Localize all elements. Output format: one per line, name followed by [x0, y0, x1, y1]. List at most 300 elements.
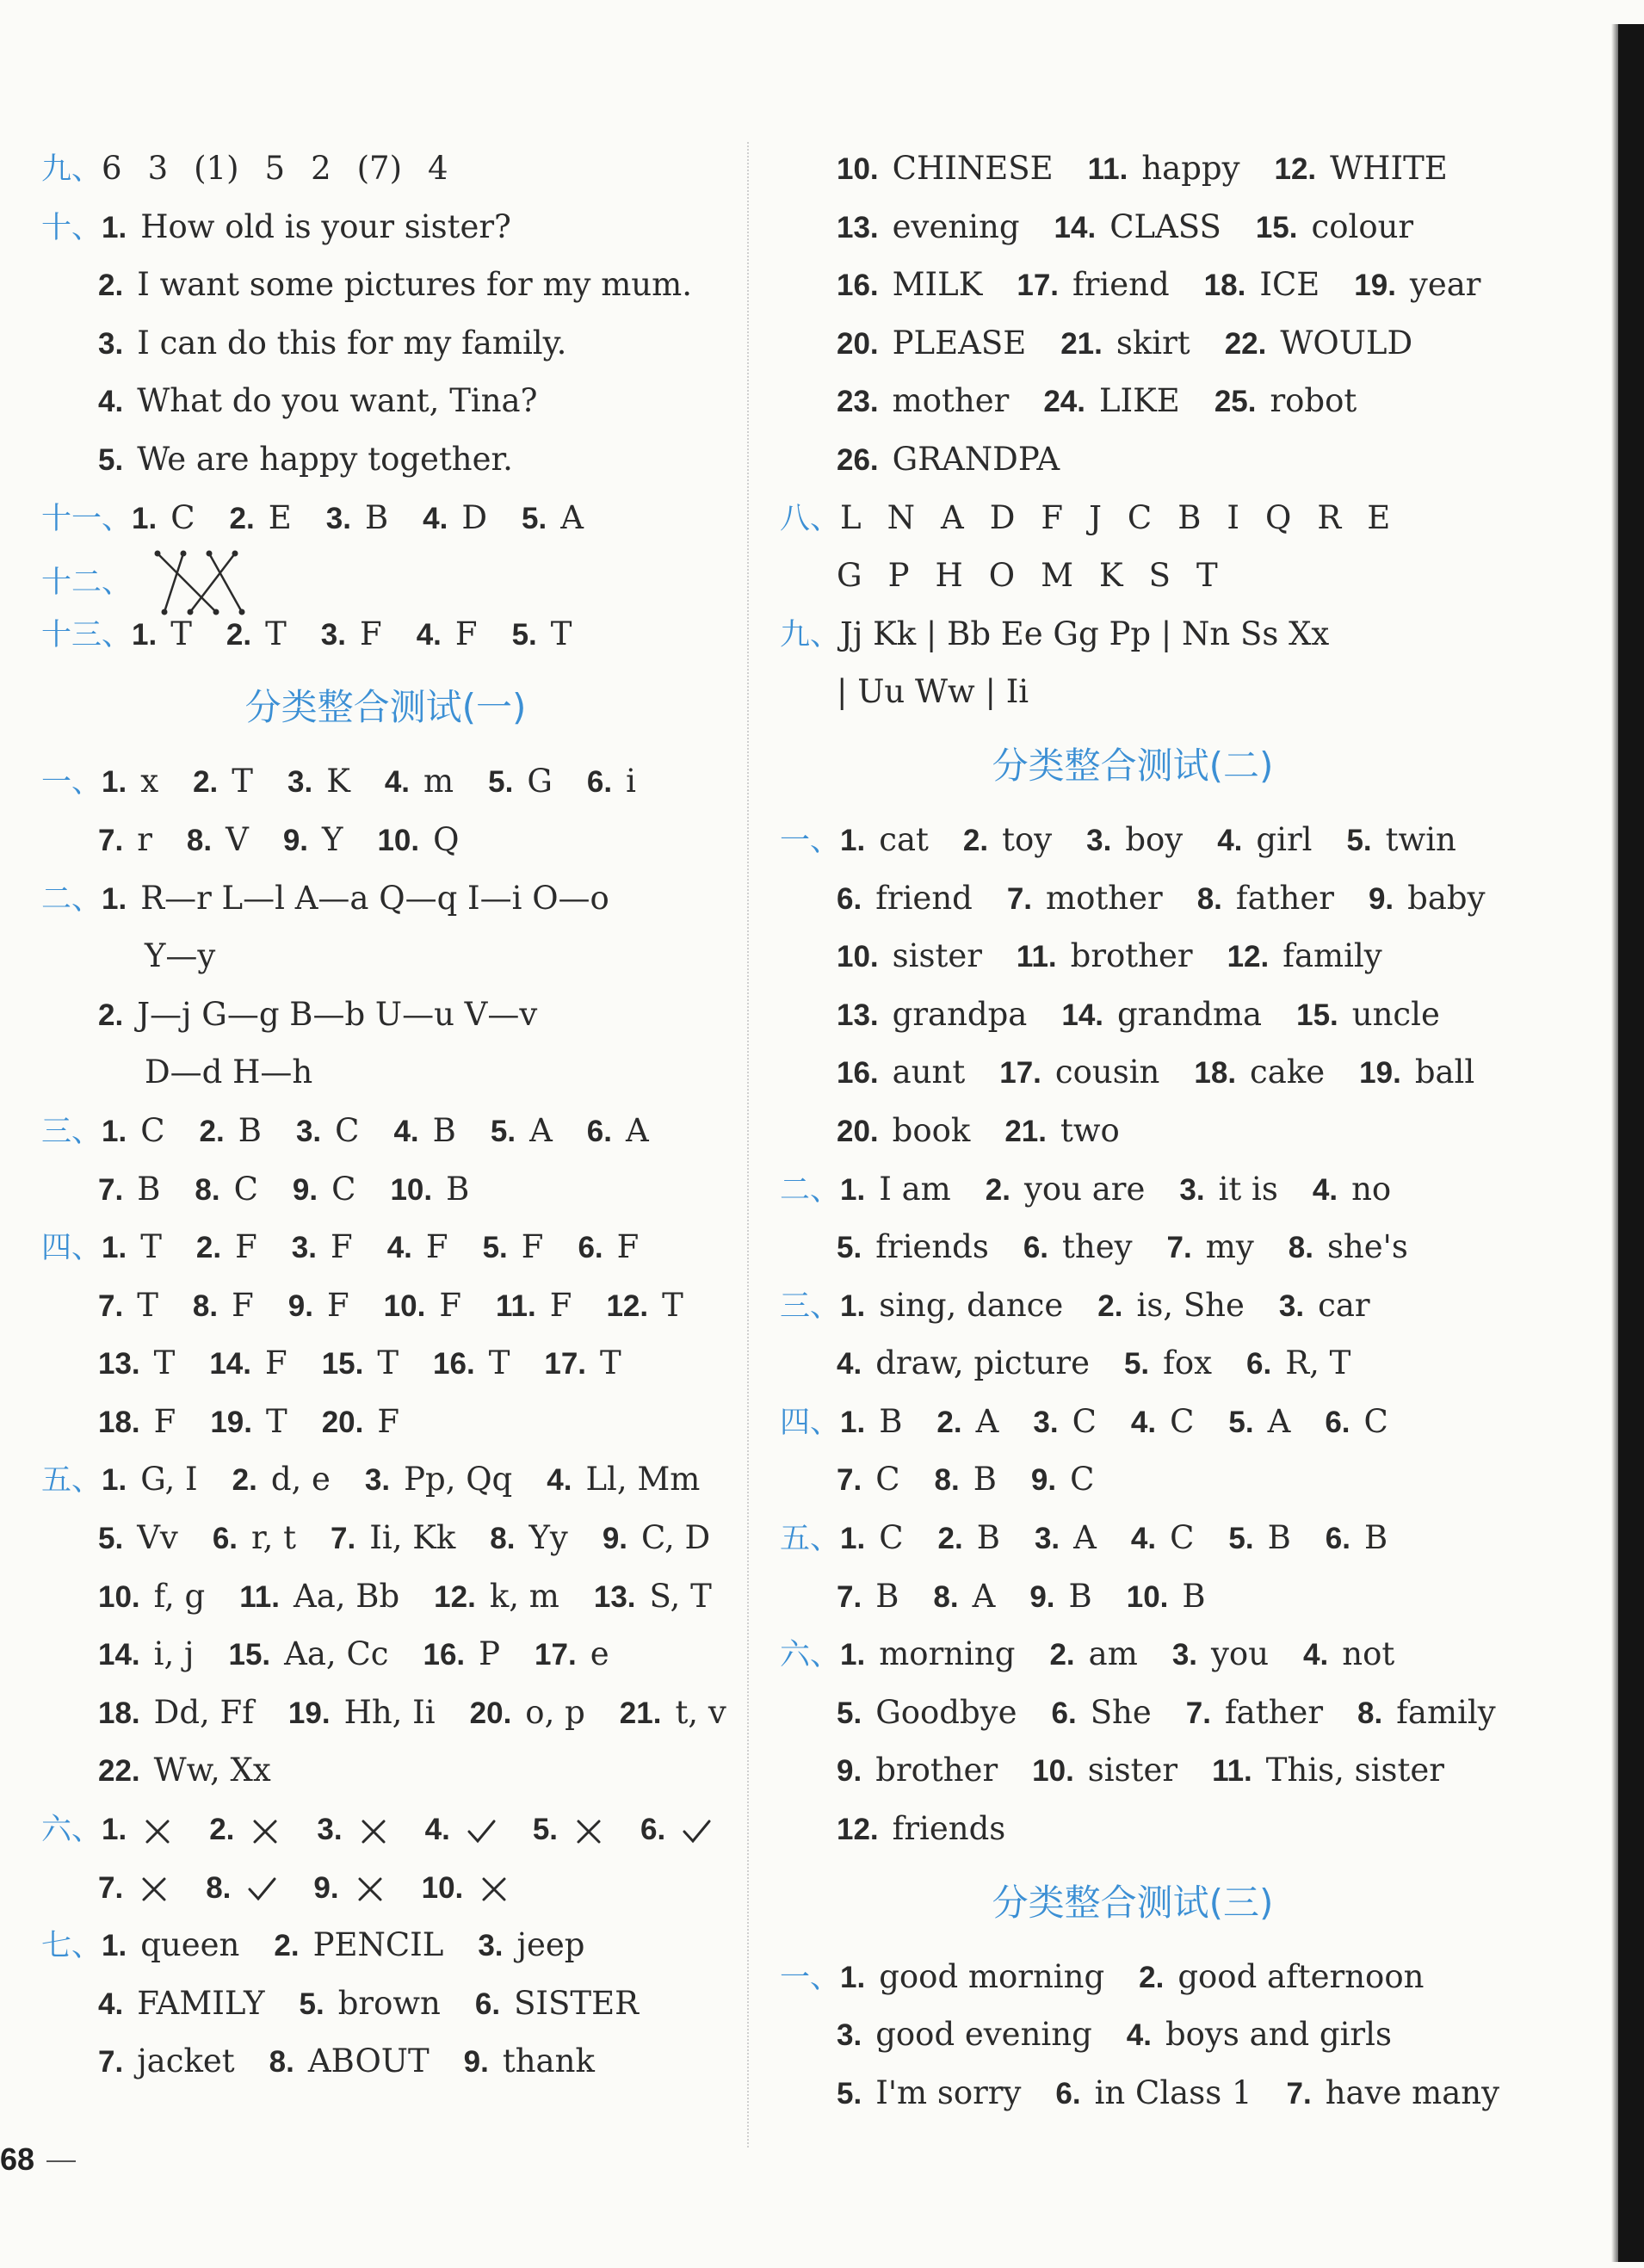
answer-text: I can do this for my family. [137, 324, 567, 362]
answer-line [780, 1450, 1486, 1509]
answer-item [390, 1160, 469, 1220]
question-number: 23. [837, 385, 879, 419]
answer-letter: Q [1265, 498, 1292, 536]
question-number: 1. [840, 1405, 866, 1439]
question-number: 4. [393, 1114, 419, 1148]
answer-text: P [479, 1635, 501, 1673]
answer-item [1275, 139, 1448, 199]
answer-text: Ll, Mm [585, 1461, 701, 1499]
answer-item [837, 1450, 900, 1510]
question-number: 4. [1126, 2018, 1152, 2053]
answer-line [41, 869, 730, 928]
question-number: 8. [186, 823, 213, 857]
answer-item [1051, 1684, 1151, 1743]
answer-text: m [423, 763, 454, 800]
question-number: 15. [321, 1347, 364, 1381]
answer-item [1139, 1948, 1424, 2007]
answer-item [434, 1567, 559, 1627]
answer-letter: P [887, 557, 910, 595]
answer-text: cat [879, 820, 929, 858]
answer-text: CHINESE [892, 150, 1054, 187]
answer-text: o, p [525, 1693, 585, 1731]
answer-text: you [1211, 1635, 1270, 1673]
question-number: 2. [1139, 1960, 1165, 1994]
answer-item [102, 198, 511, 257]
check-mark-icon [244, 1872, 279, 1906]
question-number: 5. [837, 2076, 862, 2110]
section-number: 七、 [41, 1929, 102, 1964]
answer-line [41, 1858, 730, 1917]
question-number: 14. [1061, 998, 1104, 1032]
answer-item [206, 1858, 279, 1918]
answer-line [41, 1102, 730, 1160]
answer-item [300, 1974, 441, 2034]
answer-text: A [560, 498, 584, 536]
answer-line [780, 605, 1486, 664]
question-number: 2. [193, 765, 219, 800]
answer-text: x [140, 763, 159, 800]
answer-text: it is [1218, 1170, 1278, 1208]
answer-item [935, 1450, 997, 1510]
answer-item [322, 1393, 399, 1452]
answer-line [41, 1160, 730, 1219]
answer-item [1225, 314, 1412, 374]
question-number: 1. [132, 501, 158, 535]
answer-text: F [439, 1286, 462, 1324]
question-number: 4. [1130, 1522, 1157, 1556]
question-number: 7. [1166, 1231, 1192, 1265]
answer-text: G [527, 763, 553, 800]
question-number: 3. [320, 617, 346, 652]
answer-letter: T [1196, 557, 1218, 595]
answer-line [41, 1916, 730, 1974]
answer-text: F [616, 1228, 640, 1266]
answer-item [837, 1741, 998, 1801]
answer-text: This, sister [1265, 1752, 1444, 1789]
answer-item [840, 1625, 1015, 1684]
question-number: 21. [1060, 326, 1103, 361]
question-number: 6. [586, 765, 613, 800]
answer-item [288, 1684, 436, 1743]
cross-mark-icon [248, 1814, 282, 1849]
question-number: 10. [383, 1288, 426, 1323]
answer-text: brown [337, 1984, 441, 2022]
question-number: 13. [593, 1579, 636, 1614]
answer-text: PENCIL [312, 1926, 444, 1964]
question-number: 1. [840, 1288, 866, 1323]
answer-item [433, 1334, 510, 1394]
question-number: 5. [482, 1231, 508, 1265]
section-title: 分类整合测试(一) [244, 686, 527, 729]
answer-text: boy [1125, 820, 1184, 858]
question-number: 12. [606, 1288, 649, 1323]
section-number: 二、 [780, 1172, 841, 1208]
answer-text: C [331, 1170, 356, 1208]
answer-line [41, 372, 730, 430]
answer-text: Ii, Kk [369, 1519, 456, 1557]
answer-text: F [521, 1228, 544, 1266]
question-number: 5. [522, 501, 547, 535]
question-number: 9. [1030, 1463, 1057, 1498]
answer-text: R, T [1285, 1344, 1351, 1382]
answer-text: I'm sorry [875, 2073, 1022, 2111]
answer-text: Hh, Ii [343, 1693, 436, 1731]
answer-text: T [265, 615, 287, 652]
answer-line [780, 1102, 1486, 1160]
question-number: 9. [1368, 881, 1394, 916]
answer-item [1326, 1509, 1388, 1568]
answer-item [209, 1800, 282, 1859]
answer-text: What do you want, Tina? [137, 382, 538, 420]
question-number: 15. [1296, 998, 1338, 1032]
answer-item [98, 1509, 178, 1568]
answer-item [837, 430, 1060, 490]
answer-text: ICE [1259, 266, 1320, 304]
answer-item [1017, 927, 1193, 986]
question-number: 10. [390, 1172, 433, 1207]
answer-item [193, 752, 253, 812]
question-number: 1. [102, 1813, 127, 1847]
section-number: 十一、 [41, 501, 133, 536]
answer-line [41, 198, 730, 256]
answer-item [606, 1276, 683, 1336]
question-number: 8. [1196, 881, 1222, 916]
question-number: 4. [1303, 1638, 1329, 1672]
question-number: 3. [1034, 1522, 1060, 1556]
question-number: 9. [837, 1754, 862, 1789]
answer-item [1214, 372, 1357, 431]
answer-text: baby [1407, 879, 1486, 917]
answer-line [41, 1741, 730, 1800]
answer-text: T [377, 1344, 399, 1382]
answer-text: C [170, 498, 195, 536]
answer-item [837, 927, 982, 986]
answer-item [837, 1334, 1090, 1394]
question-number: 12. [434, 1579, 476, 1614]
question-number: 15. [228, 1638, 271, 1672]
answer-letter: (1) [194, 150, 239, 187]
question-number: 25. [1214, 385, 1257, 419]
answer-letter: J [1089, 498, 1102, 536]
answer-text: have many [1325, 2073, 1500, 2111]
answer-line [780, 1509, 1486, 1567]
answer-item [1369, 869, 1486, 929]
answer-text: good evening [875, 2016, 1092, 2054]
question-number: 5. [511, 617, 537, 652]
answer-item [292, 1218, 353, 1277]
question-number: 8. [1357, 1696, 1383, 1730]
answer-item [102, 1450, 198, 1510]
answer-text: B [973, 1461, 997, 1499]
answer-text: T [662, 1286, 683, 1324]
answer-text: B [432, 1111, 456, 1149]
question-number: 6. [1246, 1347, 1272, 1381]
answer-item [228, 1625, 388, 1684]
answer-line [780, 1218, 1486, 1276]
answer-line [780, 1160, 1486, 1219]
answer-item [594, 1567, 712, 1627]
answer-item [1032, 1741, 1177, 1801]
answer-item [102, 869, 609, 929]
question-number: 17. [535, 1638, 577, 1672]
answer-line [780, 2005, 1486, 2064]
question-number: 2. [1097, 1288, 1123, 1323]
question-number: 3. [364, 1463, 391, 1498]
answer-text: C [879, 1519, 904, 1557]
question-number: 2. [232, 1463, 257, 1498]
question-number: 1. [102, 1114, 127, 1148]
page-number: 68 [0, 2141, 76, 2178]
answer-text: year [1409, 266, 1481, 304]
answer-item [1127, 1567, 1206, 1627]
question-number: 18. [1203, 269, 1246, 303]
answer-line [780, 1276, 1486, 1335]
answer-line [41, 430, 730, 489]
answer-item [470, 1684, 585, 1743]
question-number: 3. [1171, 1638, 1198, 1672]
answer-item [840, 1160, 951, 1220]
answer-line [780, 1948, 1486, 2006]
answer-item [1049, 1625, 1137, 1684]
answer-line [780, 1684, 1496, 1742]
answer-letter: B [1177, 498, 1202, 536]
question-number: 8. [195, 1172, 220, 1207]
answer-item [187, 811, 249, 870]
question-number: 8. [1288, 1231, 1313, 1265]
left-column [41, 139, 730, 2091]
question-number: 22. [98, 1754, 140, 1789]
answer-item [230, 489, 292, 548]
answer-text: T [600, 1344, 621, 1382]
question-number: 3. [1086, 823, 1112, 857]
answer-text: sister [1087, 1752, 1178, 1789]
answer-item [200, 1102, 262, 1161]
section-number: 一、 [41, 765, 102, 800]
answer-item [840, 1948, 1104, 2007]
question-number: 20. [469, 1696, 512, 1730]
answer-letter: G [837, 557, 862, 595]
question-number: 5. [837, 1696, 862, 1730]
answer-line [41, 1450, 730, 1509]
answer-text: B [137, 1170, 161, 1208]
answer-line [41, 1567, 730, 1626]
answer-item [98, 1334, 175, 1394]
check-mark-icon [464, 1814, 498, 1849]
answer-text: A [626, 1111, 649, 1149]
answer-line [41, 1334, 730, 1393]
answer-letter: R [1317, 498, 1342, 536]
question-number: 5. [299, 1987, 324, 2021]
answer-text: PLEASE [892, 324, 1027, 362]
question-number: 3. [1278, 1288, 1305, 1323]
answer-text: you are [1023, 1170, 1146, 1208]
answer-line [780, 430, 1486, 489]
answer-line [41, 1625, 730, 1684]
section-number: 十三、 [41, 617, 133, 652]
answer-item [1086, 811, 1183, 870]
question-number: 10. [837, 152, 879, 186]
answer-line [780, 1625, 1486, 1684]
question-number: 8. [490, 1522, 516, 1556]
answer-item [1354, 256, 1480, 315]
answer-text: k, m [489, 1577, 559, 1615]
answer-text: two [1060, 1111, 1120, 1149]
question-number: 5. [1123, 1347, 1150, 1381]
question-number: 16. [837, 269, 879, 303]
column-divider [747, 142, 749, 2147]
answer-item [317, 1800, 390, 1859]
answer-item [102, 1218, 162, 1277]
question-number: 11. [239, 1579, 280, 1614]
answer-text: MILK [892, 266, 983, 304]
cross-mark-icon [353, 1872, 387, 1906]
answer-text: friends [875, 1228, 989, 1266]
answer-text: brother [1070, 937, 1193, 975]
question-number: 3. [98, 326, 124, 361]
answer-item [1228, 1393, 1290, 1452]
right-column [780, 139, 1500, 2122]
answer-item [490, 1509, 568, 1568]
answer-line [41, 1218, 730, 1276]
answer-item [1313, 1160, 1391, 1220]
answer-text: draw, picture [875, 1344, 1090, 1382]
answer-line [780, 1393, 1486, 1451]
cross-mark-icon [137, 1872, 171, 1906]
answer-item [98, 314, 566, 374]
answer-line [780, 986, 1486, 1044]
question-number: 2. [226, 617, 252, 652]
answer-text: B [238, 1111, 262, 1149]
answer-item [331, 1509, 455, 1568]
answer-letter: M [1041, 557, 1073, 595]
question-number: 12. [1274, 152, 1317, 186]
answer-item [195, 1160, 258, 1220]
question-number: 4. [386, 1231, 412, 1265]
answer-line [41, 2032, 730, 2091]
answer-text: Dd, Ff [153, 1693, 254, 1731]
answer-text: robot [1270, 382, 1357, 420]
answer-item [387, 1218, 448, 1277]
answer-item [98, 1858, 171, 1918]
answer-text: thank [502, 2042, 595, 2080]
question-number: 1. [102, 210, 127, 244]
answer-line [41, 1043, 730, 1102]
answer-text: B [446, 1170, 470, 1208]
answer-text: not [1342, 1635, 1395, 1673]
answer-letter: 6 [102, 150, 122, 187]
answer-text: T [488, 1344, 510, 1382]
answer-text: LIKE [1098, 382, 1180, 420]
answer-line [780, 256, 1486, 314]
question-number: 8. [933, 1579, 959, 1614]
question-number: 1. [102, 1231, 127, 1265]
answer-item [512, 605, 572, 664]
answer-text: am [1088, 1635, 1138, 1673]
answer-item [963, 811, 1052, 870]
answer-text: T [170, 615, 192, 652]
answer-item [226, 605, 287, 664]
section-number: 十、 [41, 210, 102, 245]
question-number: 2. [199, 1114, 225, 1148]
answer-item [587, 752, 636, 812]
answer-text: book [892, 1111, 971, 1149]
answer-item [533, 1800, 606, 1859]
answer-text: cousin [1054, 1054, 1160, 1091]
answer-item [322, 1334, 399, 1394]
question-number: 9. [1029, 1579, 1055, 1614]
answer-item [385, 752, 454, 812]
answer-item [1227, 927, 1382, 986]
answer-text: Y—y [145, 937, 216, 975]
answer-item [578, 1218, 639, 1277]
answer-item [1055, 2064, 1252, 2123]
answer-item [837, 1043, 965, 1103]
question-number: 3. [287, 765, 313, 800]
question-number: 5. [532, 1813, 559, 1847]
answer-text: A [529, 1111, 553, 1149]
answer-text: CLASS [1109, 207, 1221, 245]
answer-item [1279, 1276, 1370, 1336]
answer-text: fox [1163, 1344, 1213, 1382]
answer-item [98, 256, 692, 315]
answer-item [210, 1393, 287, 1452]
answer-text: cake [1250, 1054, 1326, 1091]
section-number: 六、 [780, 1638, 841, 1673]
answer-text: family [1396, 1693, 1496, 1731]
answer-item [102, 752, 158, 812]
answer-item [1303, 1625, 1394, 1684]
answer-text: r [137, 820, 152, 858]
question-number: 2. [195, 1231, 222, 1265]
answer-item [313, 1858, 386, 1918]
answer-text: B [1068, 1577, 1092, 1615]
answer-text: B [1364, 1519, 1388, 1557]
answer-line [41, 605, 730, 664]
answer-text: A [975, 1402, 999, 1440]
answer-text: F [265, 1344, 287, 1382]
question-number: 1. [840, 1960, 866, 1994]
answer-text: T [153, 1344, 176, 1382]
answer-item [98, 1393, 176, 1452]
answer-line [780, 198, 1486, 256]
answer-text: i, j [153, 1635, 195, 1673]
answer-text: R—r L—l A—a Q—q I—i O—o [140, 879, 609, 917]
question-number: 2. [98, 269, 124, 303]
answer-item [239, 1567, 399, 1627]
answer-letter: S [1148, 557, 1171, 595]
answer-line [41, 986, 730, 1044]
answer-text: friends [892, 1810, 1006, 1848]
answer-item [544, 1334, 621, 1394]
answer-item [1172, 1625, 1269, 1684]
question-number: 7. [98, 1870, 124, 1905]
answer-text: sister [892, 937, 982, 975]
answer-item [98, 1160, 160, 1220]
answer-letter: N [887, 498, 915, 536]
answer-text: S, T [649, 1577, 712, 1615]
answer-text: uncle [1351, 995, 1440, 1033]
answer-item [1043, 372, 1180, 431]
answer-text: C [140, 1111, 165, 1149]
answer-item [837, 314, 1026, 374]
answer-text: Yy [528, 1519, 568, 1557]
answer-text: queen [140, 1926, 240, 1964]
answer-line [41, 752, 730, 811]
answer-text: twin [1385, 820, 1456, 858]
answer-text: G, I [140, 1461, 198, 1499]
answer-letter: 2 [311, 150, 331, 187]
question-number: 2. [985, 1172, 1011, 1207]
